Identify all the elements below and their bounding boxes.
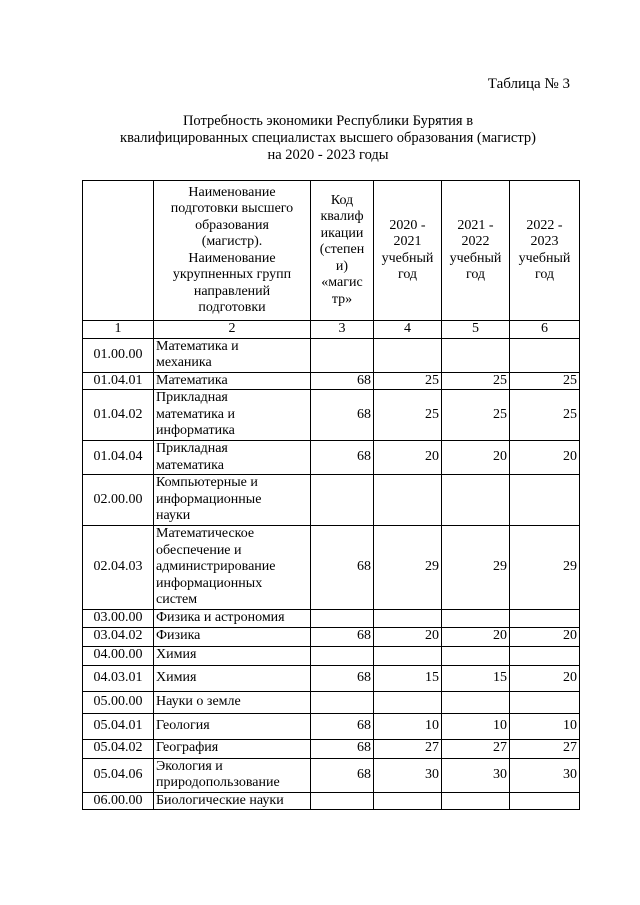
row-name-line: Физика (156, 628, 201, 644)
row-code: 05.00.00 (83, 691, 154, 713)
row-qualification-code: 68 (311, 627, 374, 646)
row-name-line: информатика (156, 423, 235, 439)
row-name (154, 646, 311, 665)
row-name-line: Прикладная (156, 390, 228, 406)
row-2021-2022 (442, 646, 510, 665)
row-name-line: Экология и (156, 758, 223, 774)
row-qualification-code (311, 475, 374, 526)
row-2021-2022 (442, 475, 510, 526)
row-name (154, 441, 311, 475)
row-2022-2023: 20 (510, 441, 580, 475)
column-index-row (83, 321, 580, 339)
column-index: 2 (154, 321, 311, 339)
table-row (83, 758, 580, 792)
row-name-line: Математическое (156, 526, 255, 542)
row-name (154, 665, 311, 691)
row-2020-2021 (374, 610, 442, 628)
row-name (154, 627, 311, 646)
row-2020-2021: 10 (374, 713, 442, 739)
row-name (154, 713, 311, 739)
row-qualification-code: 68 (311, 758, 374, 792)
row-name-line: Науки о земле (156, 693, 241, 709)
row-2022-2023: 20 (510, 627, 580, 646)
row-2021-2022 (442, 792, 510, 810)
row-name (154, 691, 311, 713)
table-row (83, 627, 580, 646)
row-name-line: администрирование (156, 559, 276, 575)
row-2021-2022: 15 (442, 665, 510, 691)
row-name-line: Математика и (156, 338, 239, 354)
row-2022-2023: 25 (510, 390, 580, 441)
header-col3: Код квалиф икации (степен и) «магис тр» (311, 181, 374, 321)
row-name-line: информационные (156, 491, 262, 507)
row-2021-2022: 20 (442, 627, 510, 646)
row-2021-2022: 25 (442, 372, 510, 390)
row-2021-2022: 27 (442, 739, 510, 758)
column-index: 1 (83, 321, 154, 339)
column-index: 3 (311, 321, 374, 339)
table-body (83, 338, 580, 810)
row-2022-2023: 30 (510, 758, 580, 792)
row-qualification-code (311, 646, 374, 665)
title-line: квалифицированных специалистах высшего образования (магистр) (120, 130, 536, 146)
row-qualification-code: 68 (311, 526, 374, 610)
row-name-line: Химия (156, 647, 197, 663)
column-index: 6 (510, 321, 580, 339)
row-name (154, 526, 311, 610)
table-row (83, 713, 580, 739)
row-2020-2021 (374, 792, 442, 810)
row-code: 01.04.02 (83, 390, 154, 441)
table-row (83, 665, 580, 691)
row-2020-2021: 25 (374, 390, 442, 441)
header-col1 (83, 181, 154, 321)
table-row (83, 739, 580, 758)
header-col5: 2021 - 2022 учебный год (442, 181, 510, 321)
table-row (83, 475, 580, 526)
row-2022-2023 (510, 646, 580, 665)
column-index: 4 (374, 321, 442, 339)
row-name-line: систем (156, 592, 198, 608)
row-qualification-code (311, 792, 374, 810)
row-2022-2023: 10 (510, 713, 580, 739)
row-2020-2021: 27 (374, 739, 442, 758)
row-name-line: Компьютерные и (156, 475, 258, 491)
row-name-line: обеспечение и (156, 542, 242, 558)
row-name-line: Биологические науки (156, 792, 284, 808)
table-row (83, 646, 580, 665)
row-2022-2023 (510, 691, 580, 713)
row-2020-2021: 25 (374, 372, 442, 390)
row-2021-2022: 20 (442, 441, 510, 475)
row-name-line: Геология (156, 717, 210, 733)
row-name-line: Математика (156, 372, 228, 388)
row-name (154, 372, 311, 390)
row-qualification-code: 68 (311, 441, 374, 475)
row-qualification-code: 68 (311, 390, 374, 441)
row-2021-2022: 10 (442, 713, 510, 739)
row-name-line: науки (156, 508, 191, 524)
row-name-line: механика (156, 355, 212, 370)
row-qualification-code: 68 (311, 372, 374, 390)
row-2022-2023 (510, 610, 580, 628)
header-row (83, 181, 580, 321)
row-name-line: математика (156, 457, 224, 473)
row-name-line: Физика и астрономия (156, 610, 285, 625)
row-code: 04.03.01 (83, 665, 154, 691)
title-line: на 2020 - 2023 годы (267, 147, 389, 163)
row-2021-2022: 25 (442, 390, 510, 441)
row-code: 02.00.00 (83, 475, 154, 526)
row-2021-2022: 30 (442, 758, 510, 792)
column-index: 5 (442, 321, 510, 339)
row-name-line: География (156, 740, 219, 756)
row-name-line: информационных (156, 575, 263, 591)
header-col4: 2020 - 2021 учебный год (374, 181, 442, 321)
table-row (83, 610, 580, 628)
row-code: 05.04.01 (83, 713, 154, 739)
row-qualification-code (311, 338, 374, 372)
row-2020-2021 (374, 475, 442, 526)
row-qualification-code (311, 610, 374, 628)
row-code: 04.00.00 (83, 646, 154, 665)
row-2022-2023: 25 (510, 372, 580, 390)
row-qualification-code: 68 (311, 665, 374, 691)
row-2020-2021: 20 (374, 441, 442, 475)
table-number-label: Таблица № 3 (487, 76, 570, 92)
table-row (83, 792, 580, 810)
row-code: 06.00.00 (83, 792, 154, 810)
row-2022-2023: 27 (510, 739, 580, 758)
row-name-line: Химия (156, 669, 197, 685)
row-2020-2021 (374, 646, 442, 665)
row-code: 01.04.04 (83, 441, 154, 475)
title-line: Потребность экономики Республики Бурятия в (182, 113, 474, 129)
row-name (154, 739, 311, 758)
table-row (83, 526, 580, 610)
row-code: 01.04.01 (83, 372, 154, 390)
row-2022-2023 (510, 475, 580, 526)
row-2021-2022: 29 (442, 526, 510, 610)
table-row (83, 372, 580, 390)
row-code: 03.00.00 (83, 610, 154, 628)
row-2020-2021: 15 (374, 665, 442, 691)
row-qualification-code: 68 (311, 713, 374, 739)
row-2021-2022 (442, 691, 510, 713)
row-name (154, 792, 311, 810)
row-name-line: Прикладная (156, 441, 228, 456)
row-qualification-code (311, 691, 374, 713)
row-2022-2023: 20 (510, 665, 580, 691)
row-name-line: математика и (156, 406, 235, 422)
row-2020-2021 (374, 338, 442, 372)
header-col6: 2022 - 2023 учебный год (510, 181, 580, 321)
header-col2: Наименование подготовки высшего образования (магистр). Наименование укрупненных групп направлений подготовки (154, 181, 311, 321)
row-name-line: природопользование (156, 775, 280, 790)
row-2021-2022 (442, 338, 510, 372)
row-2020-2021: 29 (374, 526, 442, 610)
row-code: 02.04.03 (83, 526, 154, 610)
table-row (83, 390, 580, 441)
row-2022-2023 (510, 792, 580, 810)
row-name (154, 758, 311, 792)
row-name (154, 390, 311, 441)
row-code: 03.04.02 (83, 627, 154, 646)
document-title (0, 113, 640, 164)
row-code: 05.04.02 (83, 739, 154, 758)
row-2022-2023: 29 (510, 526, 580, 610)
table-row (83, 338, 580, 372)
row-2020-2021: 20 (374, 627, 442, 646)
row-name (154, 338, 311, 372)
row-name (154, 610, 311, 628)
row-2022-2023 (510, 338, 580, 372)
table-row (83, 691, 580, 713)
row-code: 05.04.06 (83, 758, 154, 792)
row-2021-2022 (442, 610, 510, 628)
row-2020-2021 (374, 691, 442, 713)
row-2020-2021: 30 (374, 758, 442, 792)
row-code: 01.00.00 (83, 338, 154, 372)
table-row (83, 441, 580, 475)
row-qualification-code: 68 (311, 739, 374, 758)
row-name (154, 475, 311, 526)
demand-table (82, 180, 580, 810)
